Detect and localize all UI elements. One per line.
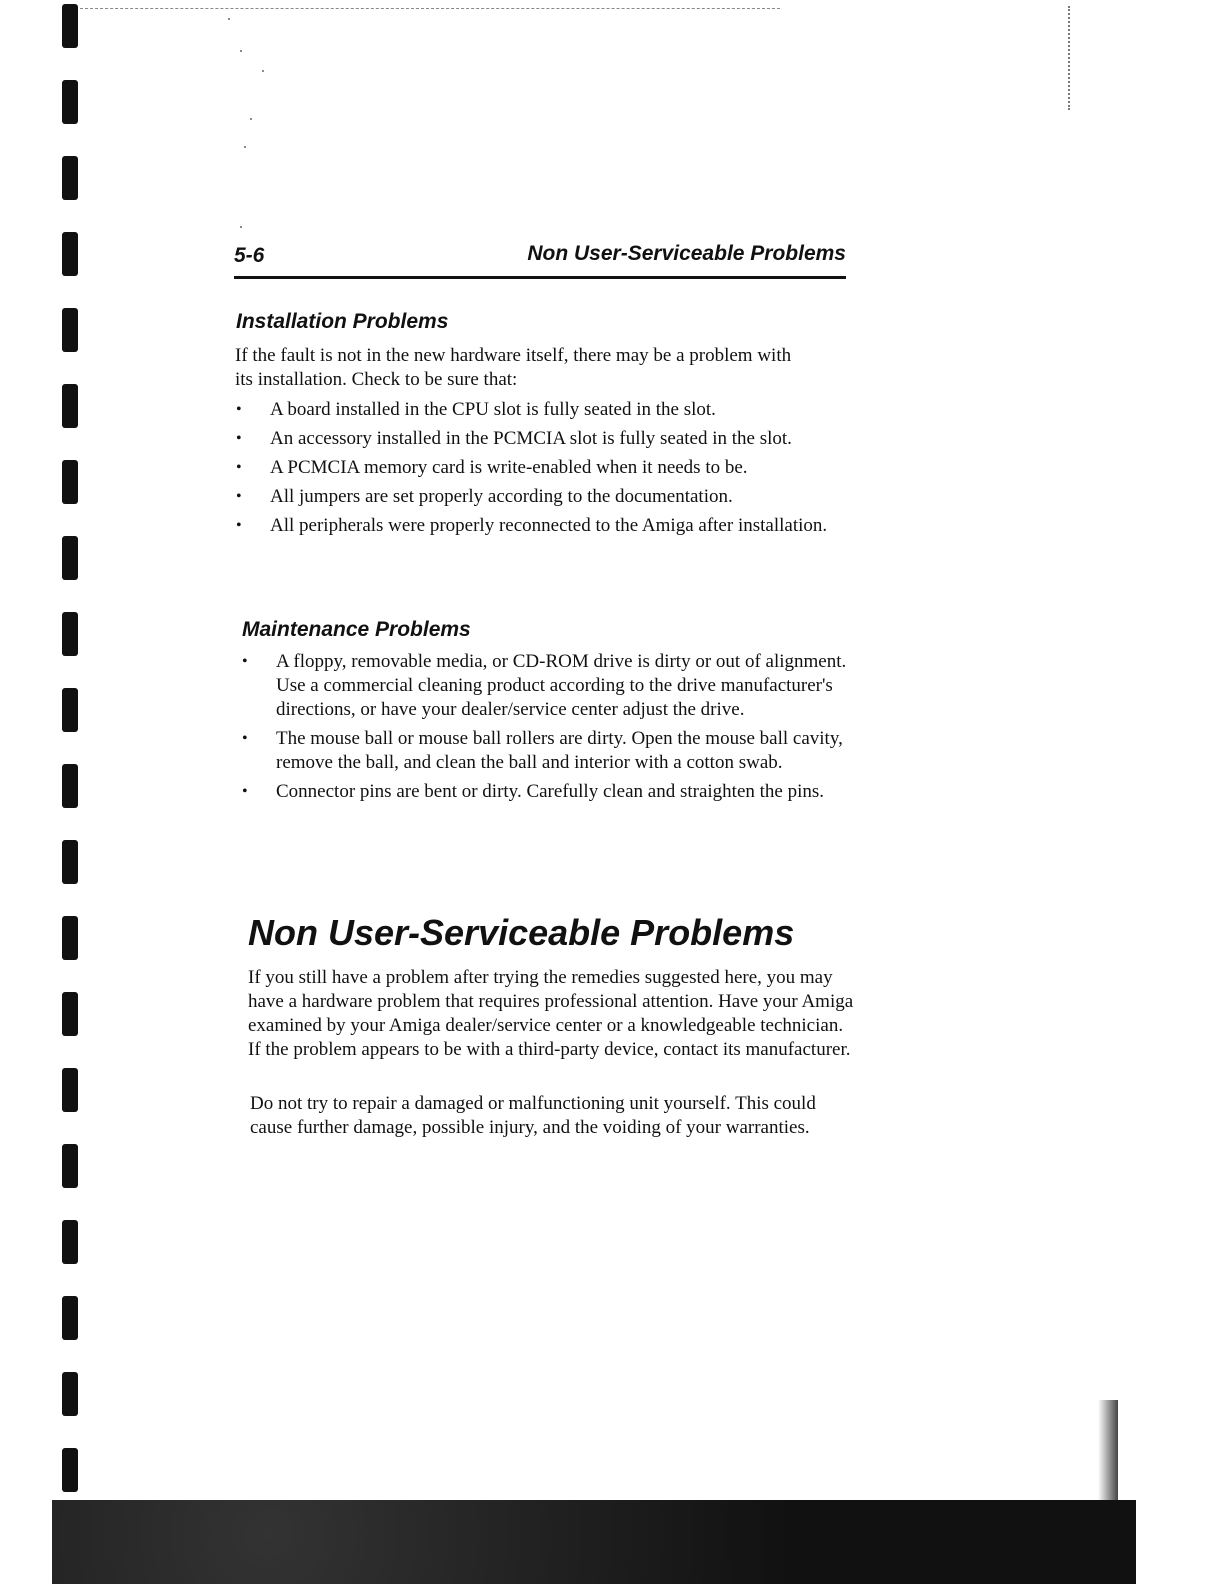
body-paragraph: If you still have a problem after trying the remedies suggested here, you may have a hardware problem that requires professional attention. Have your Amiga examined by your Amiga dealer/service center or a knowledgeable technician. If the problem appears to be with a third-party device, contact its manufacturer.: [248, 967, 854, 1060]
section-title: Non User-Serviceable Problems: [248, 912, 795, 953]
list-item: • All jumpers are set properly according to the documentation.: [234, 485, 846, 509]
scan-bottom-band: [52, 1500, 1136, 1584]
binder-hole: [62, 80, 78, 124]
maintenance-list: [240, 650, 856, 809]
scan-speck: [228, 18, 230, 20]
binder-hole: [62, 536, 78, 580]
binder-hole: [62, 992, 78, 1036]
scan-speck: [240, 50, 242, 52]
list-item: • The mouse ball or mouse ball rollers are dirty. Open the mouse ball cavity, remove the ball, and clean the ball and interior with a cotton swab.: [240, 727, 856, 775]
binder-hole: [62, 308, 78, 352]
list-item: • A floppy, removable media, or CD-ROM drive is dirty or out of alignment. Use a commercial cleaning product according to the drive manufacturer's directions, or have your dealer/service center adjust the drive.: [240, 650, 856, 722]
binder-hole: [62, 916, 78, 960]
scan-speck: [262, 70, 264, 72]
list-item: • Connector pins are bent or dirty. Carefully clean and straighten the pins.: [240, 780, 856, 804]
scan-speck: [240, 226, 242, 228]
binder-hole: [62, 460, 78, 504]
binder-hole: [62, 384, 78, 428]
list-item: • A board installed in the CPU slot is fully seated in the slot.: [234, 398, 846, 422]
binder-hole: [62, 232, 78, 276]
page-header: [234, 240, 846, 279]
binder-hole: [62, 1144, 78, 1188]
scan-edge-line: [80, 8, 780, 10]
binder-hole: [62, 688, 78, 732]
binder-hole: [62, 764, 78, 808]
scan-edge-shadow: [1098, 1400, 1118, 1510]
scan-edge-mark: [1068, 6, 1073, 110]
list-item: • All peripherals were properly reconnected to the Amiga after installation.: [234, 514, 846, 538]
list-item: • An accessory installed in the PCMCIA slot is fully seated in the slot.: [234, 427, 846, 451]
installation-intro: If the fault is not in the new hardware itself, there may be a problem with its installation. Check to be sure that:: [235, 345, 792, 390]
binder-hole: [62, 1372, 78, 1416]
binder-holes: [60, 0, 80, 1584]
scan-speck: [244, 146, 246, 148]
running-title: Non User-Serviceable Problems: [527, 242, 846, 265]
binder-hole: [62, 612, 78, 656]
page-number: 5-6: [234, 244, 265, 267]
binder-hole: [62, 4, 78, 48]
binder-hole: [62, 1220, 78, 1264]
scan-speck: [250, 118, 252, 120]
installation-list: [234, 398, 846, 543]
binder-hole: [62, 156, 78, 200]
body-paragraph: Do not try to repair a damaged or malfunctioning unit yourself. This could cause further damage, possible injury, and the voiding of your warranties.: [250, 1093, 816, 1138]
list-item: • A PCMCIA memory card is write-enabled when it needs to be.: [234, 456, 846, 480]
maintenance-heading: Maintenance Problems: [242, 618, 471, 641]
binder-hole: [62, 1068, 78, 1112]
installation-heading: Installation Problems: [236, 310, 449, 333]
binder-hole: [62, 1296, 78, 1340]
binder-hole: [62, 840, 78, 884]
binder-hole: [62, 1448, 78, 1492]
